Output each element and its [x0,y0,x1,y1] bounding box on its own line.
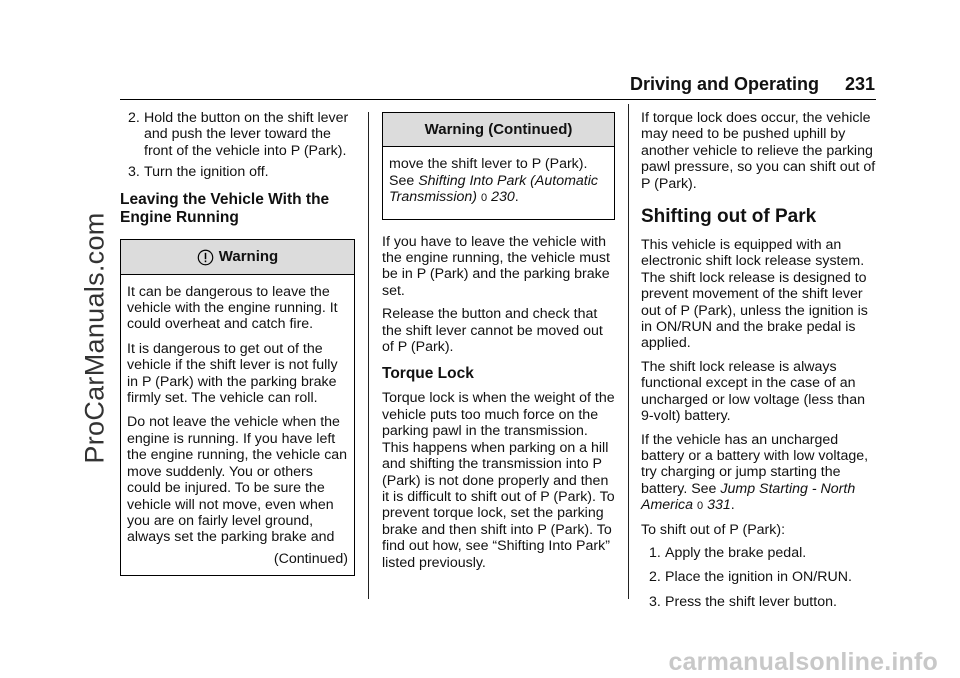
shift-out-intro: To shift out of P (Park): [641,521,786,538]
side-watermark: ProCarManuals.com [79,212,110,464]
warning-continued-text [389,156,608,206]
ref-suffix: . [514,189,519,206]
page-number: 231 [844,73,875,94]
warning-body [121,275,354,576]
shift-lock-paragraph: This vehicle is equipped with an electronic shift lock release system. The shift lock release is designed to prevent movement of the shift lever out of P (Park), unless the ignition is in ON/RUN and the brake pedal is applied. [641,237,868,352]
warning-continued-box [382,112,615,220]
torque-lock-heading: Torque Lock [382,365,474,383]
step-number: 2. [128,110,140,126]
torque-lock-text: Torque lock is when the weight of the vehicle puts too much force on the parking pawl in the transmission. This happens when parking on a hill and shifting the transmission into P (Park) is not done properly and then it is difficult to shift out of P (Park). To prevent torque lock, set the parking brake and then shift into P (Park). To find out how, see “Shifting Into Park” listed previously. [382,390,615,571]
step-text: Apply the brake pedal. [665,544,807,561]
warning-box [120,239,355,577]
step-text: Turn the ignition off. [144,164,269,181]
paragraph-leave-engine-running: If you have to leave the vehicle with the engine running, the vehicle must be in P (Park) and the parking brake set. [382,233,610,299]
step-text: Press the shift lever button. [665,593,837,610]
column-3 [641,110,877,616]
list-item [641,545,877,561]
list-item [120,110,355,159]
section-title: Driving and Operating [630,73,820,94]
header-rule [120,99,876,100]
shift-lock-release-paragraph: The shift lock release is always functional except in the case of an uncharged or low voltage (less than 9-volt) battery. [641,358,865,425]
warning-continued-header: Warning (Continued) [383,113,614,147]
column-divider-2 [628,104,629,599]
warning-paragraph: It is dangerous to get out of the vehicle if the shift lever is not fully in P (Park) with the parking brake firmly set. The vehicle can roll. [127,340,338,407]
shifting-into-park-link[interactable]: Shifting Into Park (Automatic Transmission) [389,172,598,206]
warning-title: Warning [218,247,279,265]
step-text: Hold the button on the shift lever and push the lever toward the front of the vehicle into P (Park). [144,110,349,159]
step-number: 3. [649,593,661,610]
warning-continued-body [383,147,614,218]
warning-continued-line: move the shift lever to P (Park). [389,156,588,173]
page-ref-icon: 0 [697,500,704,513]
uncharged-battery-paragraph [641,432,877,515]
shift-out-steps [641,545,877,610]
list-item [120,164,355,180]
shifting-out-of-park-heading: Shifting out of Park [641,206,817,228]
warning-header [121,240,354,275]
torque-lock-intro: If torque lock does occur, the vehicle may need to be pushed uphill by another vehicle to relieve the parking pawl pressure, so you can shift out of P (Park). [641,110,876,192]
warning-triangle-icon [197,249,214,266]
page-header [630,72,875,96]
list-item [641,569,877,585]
subheading-leaving-vehicle: Leaving the Vehicle With the Engine Running [120,190,330,226]
column-2 [382,112,615,578]
column-1 [120,110,355,576]
page-ref-230[interactable]: 230 [491,189,515,206]
battery-text: If the vehicle has an uncharged battery or a battery with low voltage, try charging or jump starting the battery. See [641,431,869,497]
page-ref-icon: 0 [480,192,488,205]
paragraph-release-button: Release the button and check that the shift lever cannot be moved out of P (Park). [382,306,603,356]
list-item [641,594,877,610]
step-number: 2. [649,569,661,586]
ref-suffix: . [730,497,735,514]
warning-paragraph: It can be dangerous to leave the vehicle with the engine running. It could overheat and catch fire. [127,283,338,333]
step-number: 1. [649,544,661,561]
park-steps [120,110,355,181]
jump-starting-link[interactable]: Jump Starting - North America [641,480,856,514]
page-ref-331[interactable]: 331 [707,497,731,514]
step-number: 3. [128,164,140,181]
see-prefix: See [389,172,419,189]
step-text: Place the ignition in ON/RUN. [665,569,852,586]
bottom-watermark: carmanualsonline.info [668,648,938,676]
column-divider-1 [368,112,369,599]
warning-paragraph: Do not leave the vehicle when the engine is running. If you have left the engine running, the vehicle can move suddenly. You or others could be injured. To be sure the vehicle will not move, even when you are on fairly level ground, always set the parking brake and [127,414,348,546]
continued-label: (Continued) [273,550,348,567]
